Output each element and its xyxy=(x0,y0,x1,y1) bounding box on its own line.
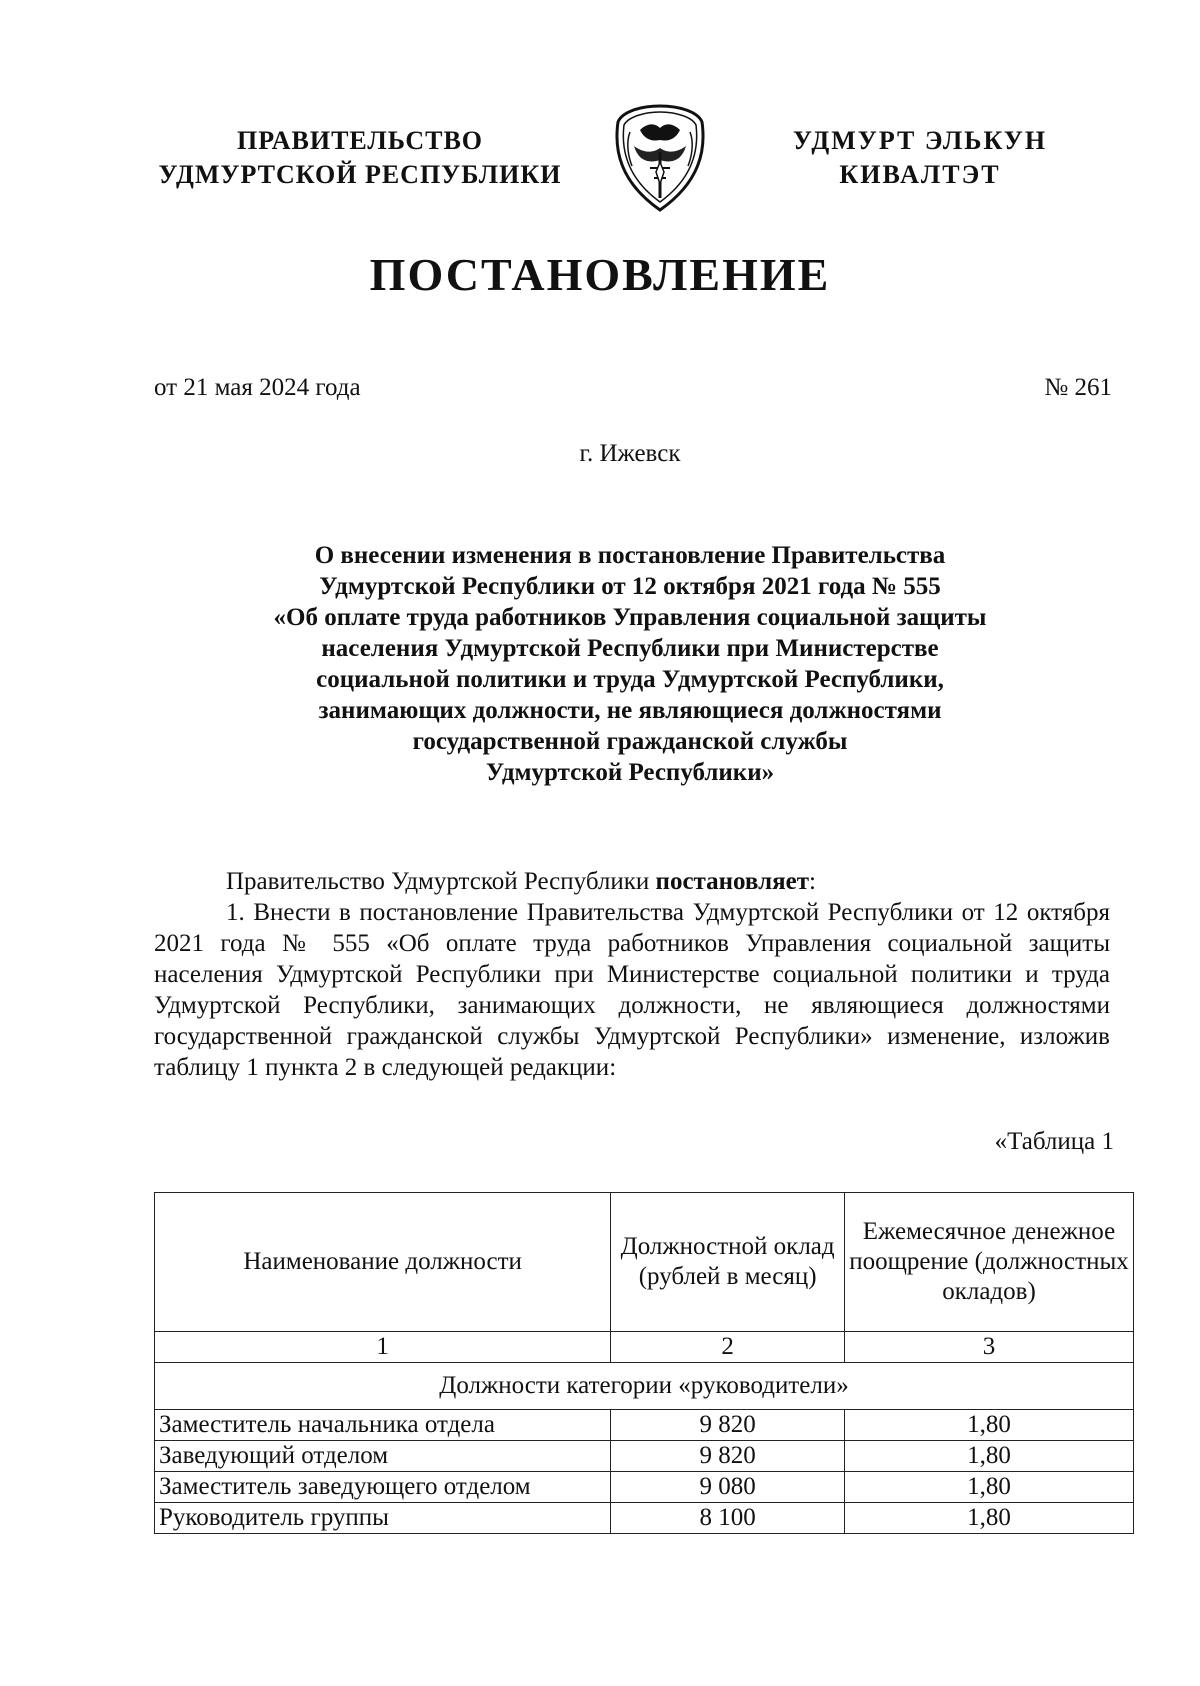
column-number: 1 xyxy=(155,1332,611,1363)
header-right-line2: КИВАЛТЭТ xyxy=(839,160,1001,189)
table-row xyxy=(155,1441,1134,1472)
intro-suffix: : xyxy=(809,868,816,895)
header-salary: Должностной оклад (рублей в месяц) xyxy=(611,1193,845,1332)
title-line: О внесении изменения в постановление Правительства xyxy=(314,542,946,569)
table-row xyxy=(155,1410,1134,1441)
header-left-line1: ПРАВИТЕЛЬСТВО xyxy=(236,126,484,155)
column-number: 2 xyxy=(611,1332,845,1363)
document-body xyxy=(154,866,1110,1083)
table-header-row xyxy=(155,1193,1134,1332)
position-salary: 9 080 xyxy=(611,1472,845,1503)
position-salary: 9 820 xyxy=(611,1410,845,1441)
header-right-line1: УДМУРТ ЭЛЬКУН xyxy=(792,126,1048,155)
position-name: Руководитель группы xyxy=(155,1503,611,1534)
position-name: Заведующий отделом xyxy=(155,1441,611,1472)
title-line: социальной политики и труда Удмуртской Республики, xyxy=(316,666,944,693)
document-type: ПОСТАНОВЛЕНИЕ xyxy=(369,249,831,300)
table-row xyxy=(155,1472,1134,1503)
intro-prefix: Правительство Удмуртской Республики xyxy=(226,868,656,895)
title-line: Удмуртской Республики» xyxy=(485,759,775,786)
position-name: Заместитель заведующего отделом xyxy=(155,1472,611,1503)
group-label: Должности категории «руководители» xyxy=(155,1363,1134,1410)
position-bonus: 1,80 xyxy=(845,1410,1134,1441)
column-number: 3 xyxy=(845,1332,1134,1363)
title-line: Удмуртской Республики от 12 октября 2021 года № 555 xyxy=(319,573,941,600)
header-right-block xyxy=(760,124,1080,192)
header-left-block xyxy=(140,124,580,192)
title-line: занимающих должности, не являющиеся должностями xyxy=(318,697,942,724)
position-name: Заместитель начальника отдела xyxy=(155,1410,611,1441)
document-date: от 21 мая 2024 года xyxy=(154,374,361,401)
document-city: г. Ижевск xyxy=(579,440,681,467)
position-salary: 8 100 xyxy=(611,1503,845,1534)
table-column-numbers-row xyxy=(155,1332,1134,1363)
salary-table xyxy=(154,1192,1134,1534)
document-number: № 261 xyxy=(1044,374,1112,401)
resolution-item-1: 1. Внести в постановление Правительства Удмуртской Республики от 12 октября 2021 года № 555 «Об оплате труда работников Управления социальной защиты населения Удмуртской Республики при Министерстве социальной политики и труда Удмуртской Республики, занимающих должности, не являющиеся должностями государственной гражданской службы Удмуртской Республики» изменение, изложив таблицу 1 пункта 2 в следующей редакции: xyxy=(154,899,1110,1081)
document-title xyxy=(150,540,1110,788)
title-line: государственной гражданской службы xyxy=(412,728,848,755)
header-position: Наименование должности xyxy=(155,1193,611,1332)
table-caption: «Таблица 1 xyxy=(994,1128,1114,1155)
intro-verb: постановляет xyxy=(655,868,810,895)
position-salary: 9 820 xyxy=(611,1441,845,1472)
position-bonus: 1,80 xyxy=(845,1503,1134,1534)
position-bonus: 1,80 xyxy=(845,1472,1134,1503)
title-line: «Об оплате труда работников Управления социальной защиты xyxy=(273,604,987,631)
coat-of-arms-icon xyxy=(610,102,710,214)
resolution-intro xyxy=(154,866,1110,897)
position-bonus: 1,80 xyxy=(845,1441,1134,1472)
title-line: населения Удмуртской Республики при Министерстве xyxy=(321,635,939,662)
table-row xyxy=(155,1503,1134,1534)
header-left-line2: УДМУРТСКОЙ РЕСПУБЛИКИ xyxy=(158,160,562,189)
table-group-row xyxy=(155,1363,1134,1410)
header-bonus: Ежемесячное денежное поощрение (должностных окладов) xyxy=(845,1193,1134,1332)
